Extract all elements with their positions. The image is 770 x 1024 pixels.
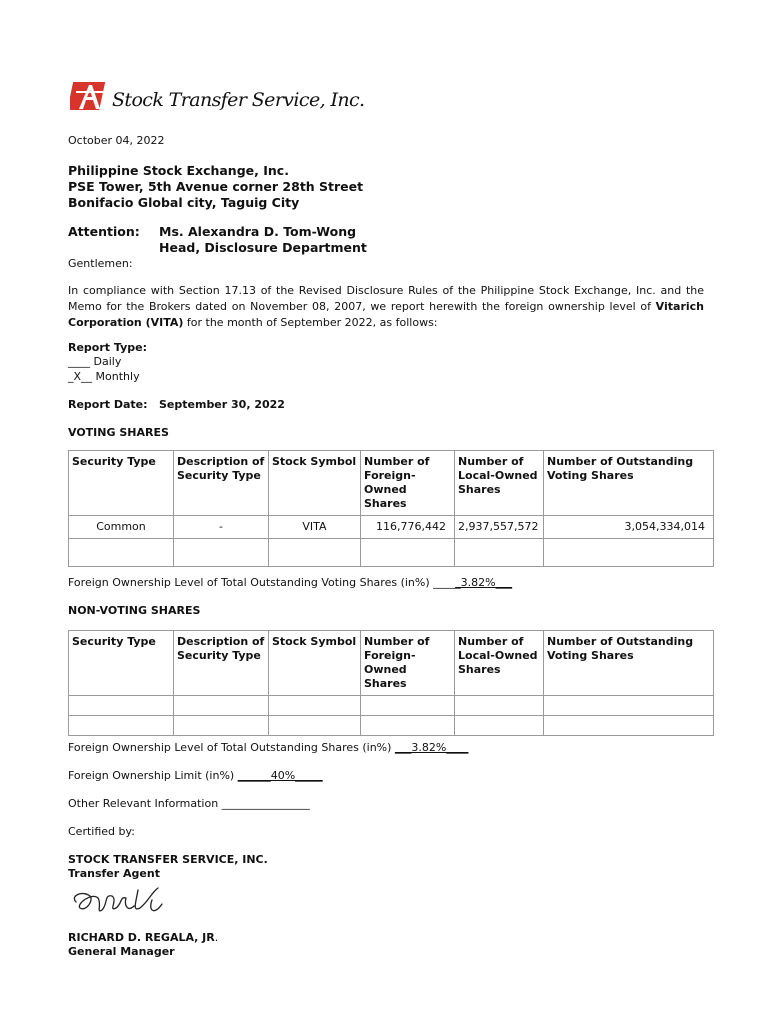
other-info [68,796,310,811]
company-logo-mark [70,78,110,114]
report-date-value: September 30, 2022 [159,398,285,411]
nv-col-stock-symbol: Stock Symbol [269,631,361,696]
cell-foreign-owned: 116,776,442 [361,516,455,539]
nonvoting-table [68,630,714,736]
voting-table [68,450,714,567]
attention-block [159,224,367,256]
nv-col-description: Description of Security Type [174,631,269,696]
nv-col-security-type: Security Type [69,631,174,696]
cell-security-type: Common [69,516,174,539]
letterhead [70,76,365,116]
signature [68,882,178,926]
table-row [69,516,714,539]
col-security-type: Security Type [69,451,174,516]
addressee-block [68,163,363,211]
fol-limit [68,768,323,783]
attention-name: Ms. Alexandra D. Tom-Wong [159,224,357,239]
body-company: Vitarich Corporation (VITA) [68,300,704,329]
cell-stock-symbol: VITA [269,516,361,539]
body-paragraph [68,283,704,331]
salutation: Gentlemen: [68,257,133,270]
addressee-line-3: Bonifacio Global city, Taguig City [68,195,300,210]
signatory-name-line [68,930,218,945]
addressee-line-1: Philippine Stock Exchange, Inc. [68,163,289,178]
signatory-title: General Manager [68,945,175,958]
col-description: Description of Security Type [174,451,269,516]
col-outstanding: Number of Outstanding Voting Shares [544,451,714,516]
report-type-daily [68,354,121,369]
daily-label: Daily [93,355,122,368]
attention-label: Attention: [68,224,140,239]
body-part2: for the month of September 2022, as follows: [183,316,438,329]
fol-limit-value: ______40%_____ [237,769,323,782]
cell-local-owned: 2,937,557,572 [455,516,544,539]
signatory-period: . [214,931,219,944]
nonvoting-heading: NON-VOTING SHARES [68,604,201,617]
col-foreign-owned: Number of Foreign-Owned Shares [361,451,455,516]
voting-fol-value: _3.82%___ [455,576,513,589]
signatory-name: RICHARD D. REGALA, JR [68,931,215,944]
col-local-owned: Number of Local-Owned Shares [455,451,544,516]
cell-description: - [174,516,269,539]
daily-mark: ____ [68,355,90,368]
col-stock-symbol: Stock Symbol [269,451,361,516]
fol-total-label: Foreign Ownership Level of Total Outstanding Shares (in%) [68,741,392,754]
nv-col-foreign-owned: Number of Foreign-Owned Shares [361,631,455,696]
nv-col-local-owned: Number of Local-Owned Shares [455,631,544,696]
fol-limit-label: Foreign Ownership Limit (in%) [68,769,235,782]
other-info-label: Other Relevant Information [68,797,219,810]
monthly-label: Monthly [95,370,140,383]
table-row-empty [69,696,714,716]
report-date-label: Report Date: [68,398,148,411]
voting-fol-label: Foreign Ownership Level of Total Outstanding Voting Shares (in%) ____ [68,576,456,589]
attention-title: Head, Disclosure Department [159,240,367,255]
voting-fol [68,575,512,590]
nv-col-outstanding: Number of Outstanding Voting Shares [544,631,714,696]
other-info-value: ________________ [221,797,310,810]
agent-role: Transfer Agent [68,867,160,880]
monthly-mark: _X__ [68,370,93,383]
agent-company: STOCK TRANSFER SERVICE, INC. [68,853,268,866]
table-row-empty [69,716,714,736]
report-type-monthly [68,369,140,384]
fol-total [68,740,468,755]
fol-total-value: ___3.82%____ [394,741,469,754]
body-part1: In compliance with Section 17.13 of the Revised Disclosure Rules of the Philippine Stock Exchange, Inc. and the Memo for the Brokers dated on November 08, 2007, we report herewith the foreign ownership level of [68,284,704,313]
addressee-line-2: PSE Tower, 5th Avenue corner 28th Street [68,179,364,194]
letter-date: October 04, 2022 [68,134,165,147]
voting-heading: VOTING SHARES [68,426,169,439]
cell-outstanding: 3,054,334,014 [544,516,714,539]
report-type-label: Report Type: [68,341,147,354]
letterhead-company-name: Stock Transfer Service, Inc. [112,89,365,111]
nonvoting-header-row [69,631,714,696]
certified-by: Certified by: [68,825,135,838]
voting-header-row [69,451,714,516]
table-row-empty [69,539,714,567]
